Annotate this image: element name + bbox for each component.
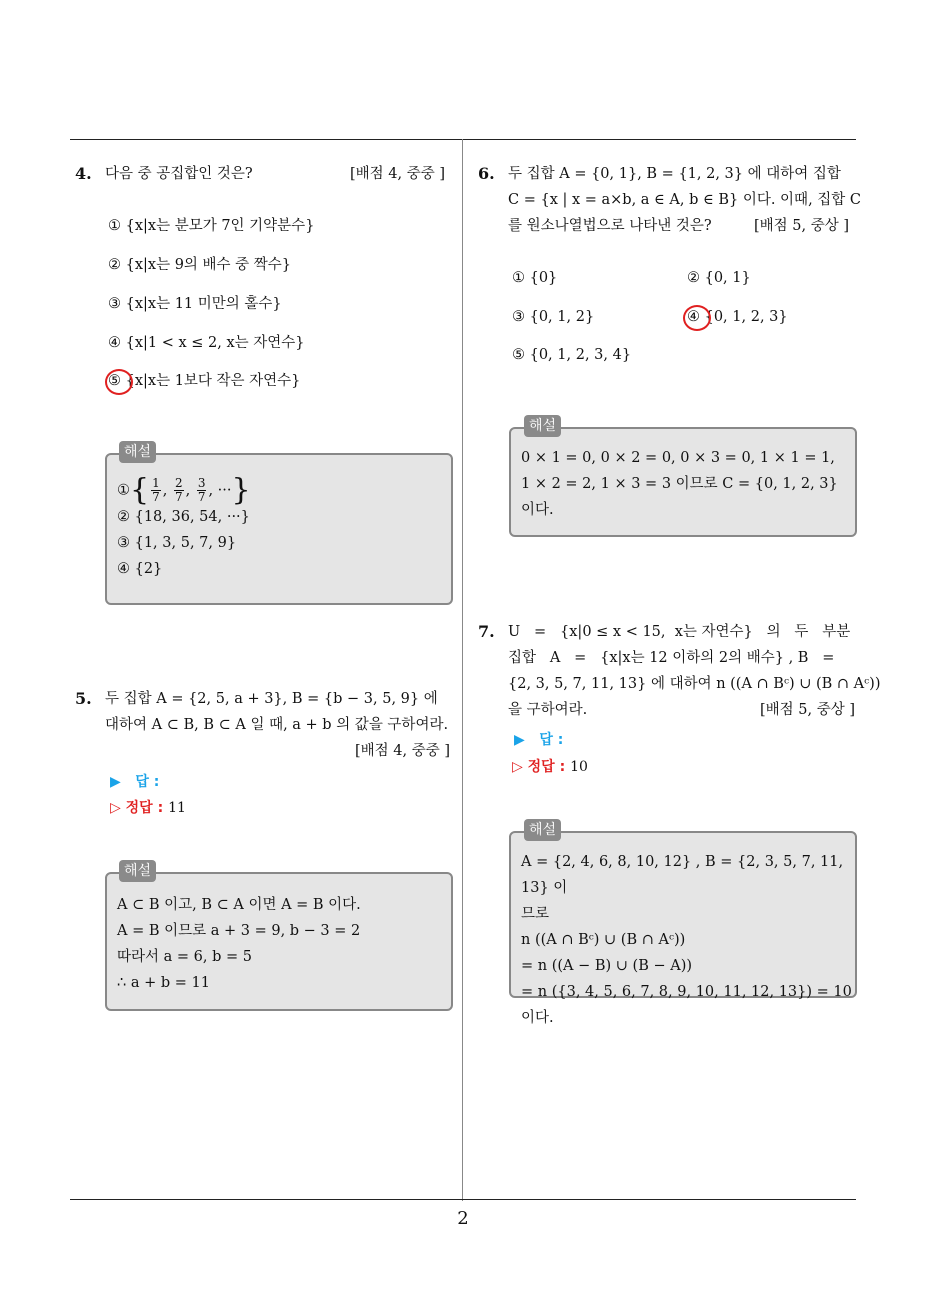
explanation-box — [105, 872, 453, 1011]
question-text: 다음 중 공집합인 것은? — [105, 166, 253, 182]
triangle-outline-icon: ▷ — [512, 759, 523, 775]
explanation-body — [117, 472, 251, 582]
explanation-tag: 해설 — [524, 819, 561, 841]
play-arrow-icon: ▶ — [514, 732, 525, 748]
explanation-line-1: 0 × 1 = 0, 0 × 2 = 0, 0 × 3 = 0, 1 × 1 = 1, — [521, 450, 835, 466]
explanation-tag: 해설 — [119, 441, 156, 463]
left-brace: { — [130, 472, 150, 508]
explanation-line-2: 므로 — [521, 906, 550, 922]
option-3[interactable]: ③ {0, 1, 2} — [512, 309, 595, 325]
triangle-outline-icon: ▷ — [110, 800, 121, 816]
explanation-line-4: ④ {2} — [117, 561, 163, 577]
top-rule — [70, 139, 856, 140]
explanation-body — [521, 445, 838, 523]
explanation-line-4: = n ((A − B) ∪ (B − A)) — [521, 958, 693, 974]
explanation-line-2: ② {18, 36, 54, ···} — [117, 509, 250, 525]
option-1[interactable]: ① {0} — [512, 270, 558, 286]
question-line-3: 를 원소나열법으로 나타낸 것은? — [508, 218, 712, 234]
question-line-4: 을 구하여라. — [508, 702, 588, 718]
fraction-1: $\frac{1}{7}$ — [152, 476, 160, 504]
question-line-1: 두 집합 A = {2, 5, a + 3}, B = {b − 3, 5, 9} 에 — [105, 691, 438, 707]
explanation-box — [509, 427, 857, 537]
option-5[interactable]: ⑤ {x|x는 1보다 작은 자연수} — [108, 373, 301, 389]
correct-answer-value: 11 — [168, 800, 186, 816]
explanation-tag: 해설 — [524, 415, 561, 437]
explanation-box — [509, 831, 857, 1026]
question-line-2: C = {x | x = a×b, a ∈ A, b ∈ B} 이다. 이때, 집합 C — [508, 192, 861, 208]
explanation-line-4: ∴ a + b = 11 — [117, 975, 210, 991]
option-3[interactable]: ③ {x|x는 11 미만의 홀수} — [108, 296, 282, 312]
question-number: 5. — [75, 689, 92, 708]
score-label: [배점 4, 중중 ] — [350, 166, 446, 182]
question-number: 7. — [478, 622, 495, 641]
selected-answer-circle — [105, 369, 133, 395]
explanation-line-3: n ((A ∩ Bᶜ) ∪ (B ∩ Aᶜ)) — [521, 932, 686, 948]
selected-answer-circle — [683, 305, 711, 331]
bottom-rule — [70, 1199, 856, 1200]
question-line-3: {2, 3, 5, 7, 11, 13} 에 대하여 n ((A ∩ Bᶜ) ∪ (B ∩ Aᶜ)) — [508, 676, 881, 692]
page-number: 2 — [457, 1208, 469, 1229]
option-5[interactable]: ⑤ {0, 1, 2, 3, 4} — [512, 347, 632, 363]
correct-answer-row: ▷ 정답 : 10 — [512, 759, 588, 775]
question-number: 6. — [478, 164, 495, 183]
score-label: [배점 5, 중상 ] — [760, 702, 856, 718]
score-label: [배점 4, 중중 ] — [355, 743, 451, 759]
question-number: 4. — [75, 164, 92, 183]
explanation-line-3: 이다. — [521, 502, 554, 518]
question-line-2: 대하여 A ⊂ B, B ⊂ A 일 때, a + b 의 값을 구하여라. — [105, 717, 449, 733]
answer-row[interactable]: ▶ 답 : — [514, 732, 564, 748]
explanation-line-5: = n ({3, 4, 5, 6, 7, 8, 9, 10, 11, 12, 13}) = 10 이다. — [521, 984, 852, 1026]
explanation-line-2: 1 × 2 = 2, 1 × 3 = 3 이므로 C = {0, 1, 2, 3} — [521, 476, 838, 492]
fraction-2: $\frac{2}{7}$ — [174, 476, 183, 504]
explanation-body — [117, 892, 361, 996]
option-1[interactable]: ① {x|x는 분모가 7인 기약분수} — [108, 218, 315, 234]
explanation-line-1: A ⊂ B 이고, B ⊂ A 이면 A = B 이다. — [117, 897, 361, 913]
score-label: [배점 5, 중상 ] — [754, 218, 850, 234]
explanation-box — [105, 453, 453, 605]
column-divider — [462, 139, 463, 1201]
right-brace: } — [231, 472, 251, 508]
explanation-line-3: 따라서 a = 6, b = 5 — [117, 949, 252, 965]
question-line-1: 두 집합 A = {0, 1}, B = {1, 2, 3} 에 대하여 집합 — [508, 166, 841, 182]
fraction-3: $\frac{3}{7}$ — [197, 476, 206, 504]
explanation-line-1: ①{ $\frac{1}{7}$ , $\frac{2}{7}$ , $\frac{3}{7}$ , ···} — [117, 472, 251, 508]
option-4[interactable]: ④ {x|1 < x ≤ 2, x는 자연수} — [108, 335, 305, 351]
option-2[interactable]: ② {0, 1} — [687, 270, 751, 286]
explanation-line-1: A = {2, 4, 6, 8, 10, 12} , B = {2, 3, 5, 7, 11, 13} 이 — [521, 854, 844, 896]
explanation-tag: 해설 — [119, 860, 156, 882]
option-4[interactable]: ④ {0, 1, 2, 3} — [687, 309, 788, 325]
play-arrow-icon: ▶ — [110, 774, 121, 790]
question-line-2: 집합 A = {x|x는 12 이하의 2의 배수} , B = — [508, 650, 835, 666]
option-2[interactable]: ② {x|x는 9의 배수 중 짝수} — [108, 257, 292, 273]
explanation-line-3: ③ {1, 3, 5, 7, 9} — [117, 535, 237, 551]
explanation-body — [521, 849, 855, 1031]
question-line-1: U = {x|0 ≤ x < 15, x는 자연수} 의 두 부분 — [508, 624, 851, 640]
answer-row[interactable]: ▶ 답 : — [110, 774, 160, 790]
correct-answer-value: 10 — [570, 759, 588, 775]
explanation-line-2: A = B 이므로 a + 3 = 9, b − 3 = 2 — [117, 923, 361, 939]
correct-answer-row: ▷ 정답 : 11 — [110, 800, 186, 816]
